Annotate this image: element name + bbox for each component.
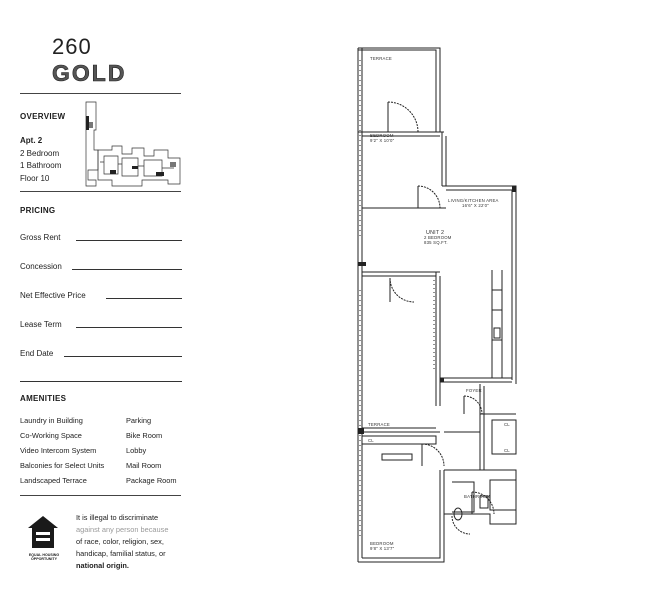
label-unit: UNIT 2 (426, 230, 445, 236)
pricing-end-date: End Date (20, 349, 54, 358)
overview-divider (20, 191, 181, 192)
label-living: LIVING/KITCHEN AREA (448, 198, 499, 203)
floor-plan (340, 40, 530, 570)
label-unit-sub1: 2 BEDROOM (424, 235, 452, 240)
amenities-heading: AMENITIES (20, 394, 67, 403)
pricing-concession: Concession (20, 262, 62, 271)
gross-rent-line[interactable] (76, 240, 182, 241)
amenity-item: Video Intercom System (20, 446, 97, 455)
amenities-right-list (126, 413, 177, 488)
net-effective-line[interactable] (106, 298, 182, 299)
label-bedroom-bottom: BEDROOM (370, 541, 394, 546)
label-cl-1: CL (368, 438, 374, 443)
amenity-item: Lobby (126, 446, 147, 455)
end-date-line[interactable] (64, 356, 182, 357)
lease-term-line[interactable] (76, 327, 182, 328)
label-foyer: FOYER (466, 388, 482, 393)
bedroom-count: 2 Bedroom (20, 148, 60, 158)
pricing-gross-rent: Gross Rent (20, 233, 61, 242)
legal-line: against any person because (76, 525, 169, 534)
label-terrace-top: TERRACE (370, 56, 392, 61)
bathroom-count: 1 Bathroom (20, 161, 62, 170)
amenity-item: Laundry in Building (20, 416, 83, 425)
label-bedroom-top: BEDROOM (370, 133, 394, 138)
fair-housing-notice (76, 512, 186, 572)
overview-details (20, 135, 61, 185)
eho-line1: EQUAL HOUSING (28, 553, 60, 557)
amenity-item: Mail Room (126, 461, 162, 470)
label-bathroom: BATHROOM (464, 494, 491, 499)
legal-line: It is illegal to discriminate (76, 513, 159, 522)
legal-line: national origin. (76, 561, 129, 570)
amenity-item: Bike Room (126, 431, 163, 440)
eho-line2: OPPORTUNITY (31, 557, 57, 562)
amenity-item: Balconies for Select Units (20, 461, 105, 470)
label-unit-sub2: 835 SQ.FT. (424, 240, 448, 245)
label-cl-3: CL (504, 448, 510, 453)
key-plan (82, 100, 182, 190)
legal-line: handicap, familial status, or (76, 549, 166, 558)
concession-line[interactable] (72, 269, 182, 270)
apt-label: Apt. 2 (20, 136, 43, 145)
floor-label: Floor 10 (20, 173, 50, 183)
label-cl-2: CL (504, 422, 510, 427)
header-divider (20, 93, 181, 94)
pricing-extra-line[interactable] (20, 381, 182, 382)
amenity-item: Parking (126, 416, 152, 425)
overview-heading: OVERVIEW (20, 112, 66, 121)
amenity-item: Co-Working Space (20, 431, 82, 440)
brand-logo-text: GOLD (52, 60, 127, 86)
pricing-heading: PRICING (20, 206, 56, 215)
equal-housing-label (22, 553, 66, 562)
amenity-item: Package Room (126, 476, 177, 485)
equal-housing-icon (26, 514, 60, 550)
amenity-item: Landscaped Terrace (20, 476, 87, 485)
brand-logo (50, 60, 154, 91)
amenities-divider (20, 495, 181, 496)
pricing-lease-term: Lease Term (20, 320, 62, 329)
amenities-left-list (20, 413, 104, 488)
building-number: 260 (52, 34, 92, 59)
legal-line: of race, color, religion, sex, (76, 537, 164, 546)
label-bedroom-top-dim: 9'2" X 10'0" (370, 138, 395, 143)
label-terrace-mid: TERRACE (368, 422, 390, 427)
label-living-dim: 16'6" X 22'0" (462, 203, 489, 208)
label-bedroom-bottom-dim: 9'8" X 13'7" (370, 546, 395, 551)
pricing-net-effective: Net Effective Price (20, 291, 86, 300)
